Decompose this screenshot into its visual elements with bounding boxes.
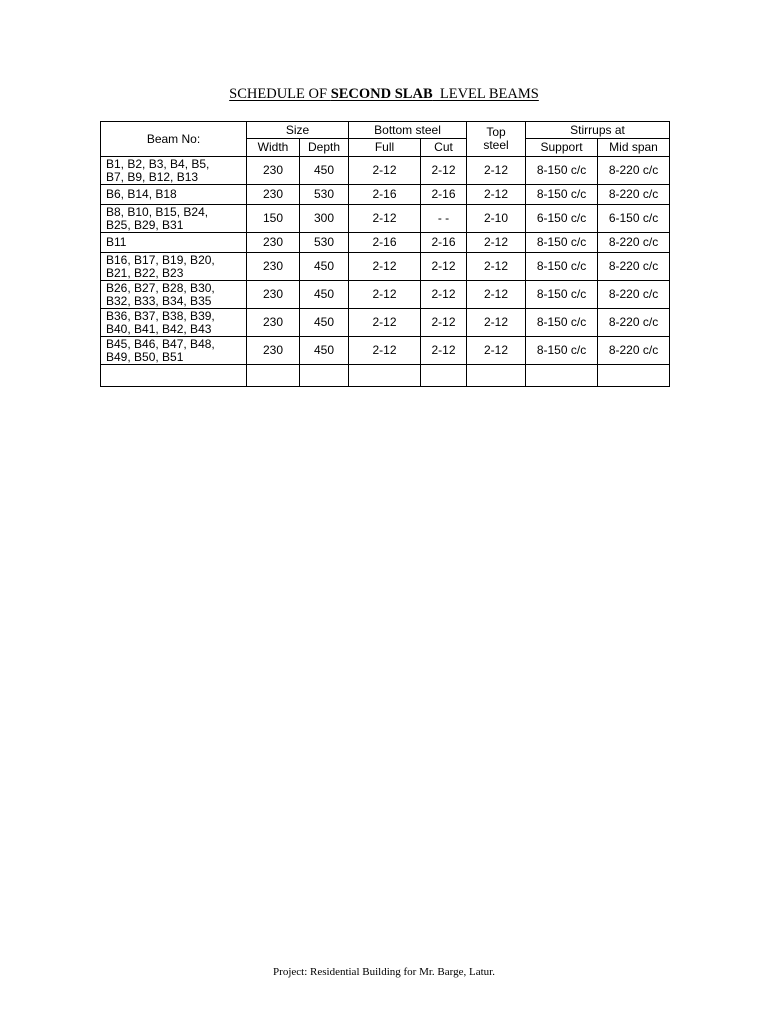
cell-full: 2-16 (349, 233, 421, 253)
cell-top-steel: 2-12 (467, 281, 526, 309)
beam-line-2: B7, B9, B12, B13 (106, 169, 199, 184)
beam-line-2: B21, B22, B23 (106, 265, 184, 280)
table-row (101, 233, 670, 253)
beam-line-1: B26, B27, B28, B30, (106, 280, 215, 295)
cell-width: 230 (247, 253, 300, 281)
cell-full: 2-12 (349, 309, 421, 337)
cell-mid-span: 8-220 c/c (598, 233, 670, 253)
cell-support: 8-150 c/c (526, 281, 598, 309)
header-top-steel (467, 122, 526, 157)
header-top-steel-line1: Top (486, 125, 506, 139)
cell-top-steel: 2-12 (467, 157, 526, 185)
cell-depth: 530 (300, 233, 349, 253)
cell-depth: 300 (300, 205, 349, 233)
table-row (101, 337, 670, 365)
schedule-body (101, 157, 670, 387)
blank-cell (598, 365, 670, 387)
blank-cell (467, 365, 526, 387)
header-stirrups: Stirrups at (526, 122, 670, 139)
beam-line-2: B40, B41, B42, B43 (106, 321, 212, 336)
cell-depth: 450 (300, 281, 349, 309)
cell-top-steel: 2-12 (467, 233, 526, 253)
cell-support: 8-150 c/c (526, 253, 598, 281)
cell-depth: 450 (300, 253, 349, 281)
header-beam-no: Beam No: (101, 122, 247, 157)
blank-cell (349, 365, 421, 387)
cell-support: 6-150 c/c (526, 205, 598, 233)
cell-cut: - - (421, 205, 467, 233)
cell-cut: 2-16 (421, 233, 467, 253)
header-top-steel-line2: steel (483, 138, 509, 152)
cell-support: 8-150 c/c (526, 157, 598, 185)
cell-mid-span: 8-220 c/c (598, 337, 670, 365)
blank-cell (421, 365, 467, 387)
blank-cell (300, 365, 349, 387)
cell-support: 8-150 c/c (526, 337, 598, 365)
blank-cell (247, 365, 300, 387)
cell-top-steel: 2-10 (467, 205, 526, 233)
cell-mid-span: 8-220 c/c (598, 281, 670, 309)
table-row (101, 185, 670, 205)
cell-mid-span: 8-220 c/c (598, 185, 670, 205)
header-bottom-steel: Bottom steel (349, 122, 467, 139)
cell-top-steel: 2-12 (467, 253, 526, 281)
title-prefix: SCHEDULE OF (229, 86, 331, 102)
page-footer: Project: Residential Building for Mr. Barge, Latur. (273, 966, 495, 978)
beam-line-1: B16, B17, B19, B20, (106, 252, 215, 267)
cell-beam-no (101, 337, 247, 365)
beam-line-1: B36, B37, B38, B39, (106, 308, 215, 323)
beam-line-1: B1, B2, B3, B4, B5, (106, 156, 210, 171)
cell-top-steel: 2-12 (467, 185, 526, 205)
cell-width: 230 (247, 309, 300, 337)
cell-mid-span: 8-220 c/c (598, 309, 670, 337)
cell-beam-no (101, 309, 247, 337)
table-row (101, 309, 670, 337)
cell-full: 2-12 (349, 253, 421, 281)
beam-schedule-table (100, 121, 670, 387)
cell-full: 2-12 (349, 281, 421, 309)
cell-width: 230 (247, 157, 300, 185)
cell-cut: 2-12 (421, 337, 467, 365)
title-emphasis: SECOND SLAB (330, 86, 433, 102)
blank-cell (101, 365, 247, 387)
cell-top-steel: 2-12 (467, 337, 526, 365)
header-support: Support (526, 139, 598, 157)
cell-mid-span: 8-220 c/c (598, 157, 670, 185)
header-depth: Depth (300, 139, 349, 157)
header-mid-span: Mid span (598, 139, 670, 157)
blank-cell (526, 365, 598, 387)
cell-full: 2-12 (349, 337, 421, 365)
cell-full: 2-12 (349, 157, 421, 185)
cell-depth: 530 (300, 185, 349, 205)
beam-line-2: B25, B29, B31 (106, 217, 184, 232)
cell-support: 8-150 c/c (526, 233, 598, 253)
beam-line-2: B49, B50, B51 (106, 349, 184, 364)
cell-cut: 2-12 (421, 157, 467, 185)
beam-line-1: B11 (106, 235, 127, 249)
cell-cut: 2-12 (421, 253, 467, 281)
cell-mid-span: 6-150 c/c (598, 205, 670, 233)
header-row-1 (101, 122, 670, 139)
cell-beam-no (101, 205, 247, 233)
cell-full: 2-16 (349, 185, 421, 205)
header-full: Full (349, 139, 421, 157)
cell-cut: 2-16 (421, 185, 467, 205)
cell-support: 8-150 c/c (526, 309, 598, 337)
page-title (0, 86, 768, 103)
cell-cut: 2-12 (421, 281, 467, 309)
cell-full: 2-12 (349, 205, 421, 233)
cell-width: 150 (247, 205, 300, 233)
beam-line-1: B8, B10, B15, B24, (106, 204, 209, 219)
cell-depth: 450 (300, 337, 349, 365)
header-cut: Cut (421, 139, 467, 157)
header-width: Width (247, 139, 300, 157)
cell-beam-no (101, 281, 247, 309)
table-row (101, 281, 670, 309)
cell-depth: 450 (300, 157, 349, 185)
cell-top-steel: 2-12 (467, 309, 526, 337)
cell-width: 230 (247, 281, 300, 309)
cell-width: 230 (247, 233, 300, 253)
table-row (101, 205, 670, 233)
table-row (101, 253, 670, 281)
beam-line-1: B6, B14, B18 (106, 187, 177, 201)
cell-width: 230 (247, 185, 300, 205)
page-title-text (229, 86, 539, 102)
cell-cut: 2-12 (421, 309, 467, 337)
beam-line-2: B32, B33, B34, B35 (106, 293, 212, 308)
cell-beam-no (101, 233, 247, 253)
cell-support: 8-150 c/c (526, 185, 598, 205)
title-suffix: LEVEL BEAMS (432, 86, 539, 102)
cell-beam-no (101, 253, 247, 281)
cell-beam-no (101, 157, 247, 185)
cell-mid-span: 8-220 c/c (598, 253, 670, 281)
header-size: Size (247, 122, 349, 139)
beam-line-1: B45, B46, B47, B48, (106, 336, 215, 351)
cell-beam-no (101, 185, 247, 205)
blank-row (101, 365, 670, 387)
cell-width: 230 (247, 337, 300, 365)
table-row (101, 157, 670, 185)
cell-depth: 450 (300, 309, 349, 337)
